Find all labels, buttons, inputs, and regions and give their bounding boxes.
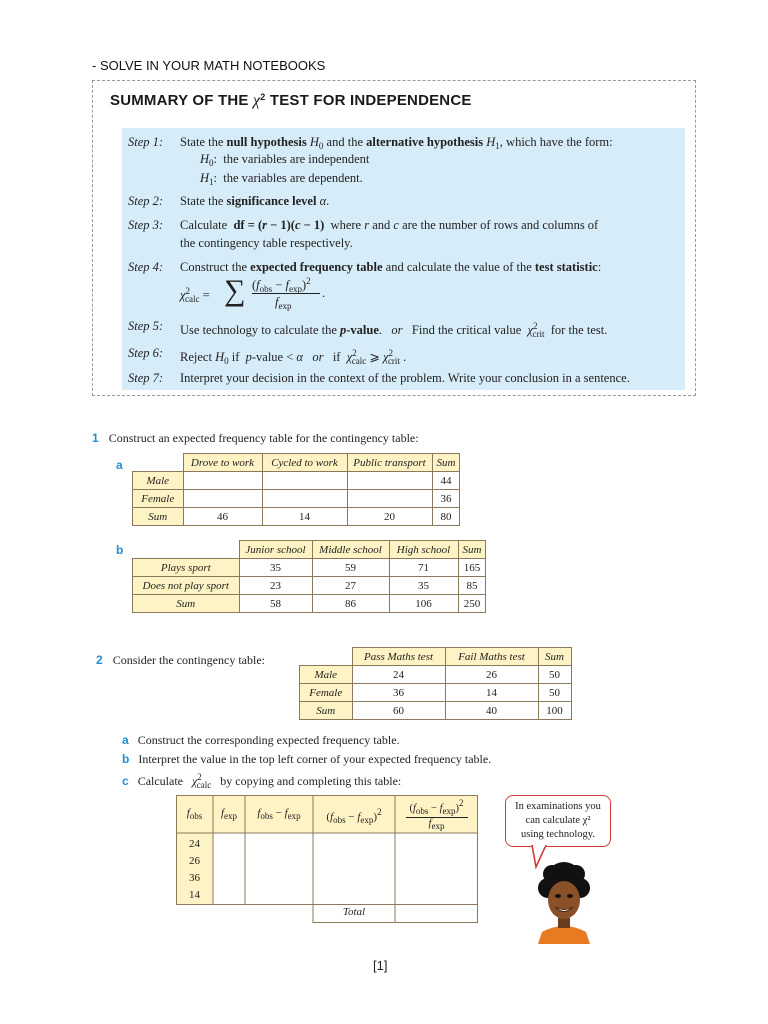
calc-table (176, 795, 478, 923)
table-row: Does not play sport 23 27 35 85 (133, 577, 486, 595)
q1a-label: a (116, 458, 123, 472)
fobs-values: 24 26 36 14 (189, 838, 200, 901)
table-row: Sum 58 86 106 250 (133, 595, 486, 613)
q2-table: Pass Maths test Fail Maths test Sum Male 24 26 50 Female 36 14 50 Sum 60 40 100 (299, 647, 572, 720)
page-number: [1] (373, 958, 388, 973)
total-label: Total (342, 906, 366, 918)
step-1-h0: $H_0$: the variables are independent (200, 152, 370, 168)
q1a-table: Drove to work Cycled to work Public transport Sum Male 44 Female 36 Sum 46 14 20 80 (132, 453, 460, 526)
q2-part-c: c Calculate $\chi^2_{calc}$ by copying and completing this table: (122, 772, 402, 790)
cartoon-student-icon (528, 862, 600, 944)
col-ratio: (fobs − fexp)2 fexp (395, 798, 478, 831)
q1b-table: Junior school Middle school High school Sum Plays sport 35 59 71 165 Does not play sport 23 27 35 85 Sum 58 86 106 250 (132, 540, 486, 613)
q2-part-a: a Construct the corresponding expected frequency table. (122, 733, 400, 747)
step-1-h1: $H_1$: the variables are dependent. (200, 171, 363, 187)
speech-bubble: In examinations you can calculate χ² using technology. (505, 795, 611, 847)
col-fobs: $f_{obs}$ (186, 807, 203, 821)
table-row: Sum 46 14 20 80 (133, 508, 460, 526)
col-fexp: $f_{exp}$ (220, 807, 238, 821)
q2-part-b: b Interpret the value in the top left corner of your expected frequency table. (122, 752, 492, 766)
col-diff-squared: $(f_{obs} - f_{exp})^2$ (326, 807, 382, 825)
table-row: Sum 60 40 100 (300, 702, 572, 720)
table-row: Male 44 (133, 472, 460, 490)
col-diff: $f_{obs} - f_{exp}$ (257, 807, 301, 821)
q1-heading: 1 Construct an expected frequency table for the contingency table: (92, 431, 419, 445)
table-row: Plays sport 35 59 71 165 (133, 559, 486, 577)
table-row: Female 36 (133, 490, 460, 508)
q2-heading: 2 Consider the contingency table: (96, 653, 265, 667)
q1b-label: b (116, 543, 124, 557)
table-row: Male 24 26 50 (300, 666, 572, 684)
step-1-text: State the null hypothesis $H_0$ and the alternative hypothesis $H_1$, which have the form: (180, 135, 613, 151)
header-note: - SOLVE IN YOUR MATH NOTEBOOKS (92, 58, 326, 73)
step-3-line-2: the contingency table respectively. (180, 236, 353, 250)
summary-title: SUMMARY OF THE $\chi^2$ TEST FOR INDEPENDENCE (110, 92, 472, 109)
table-row: Female 36 14 50 (300, 684, 572, 702)
